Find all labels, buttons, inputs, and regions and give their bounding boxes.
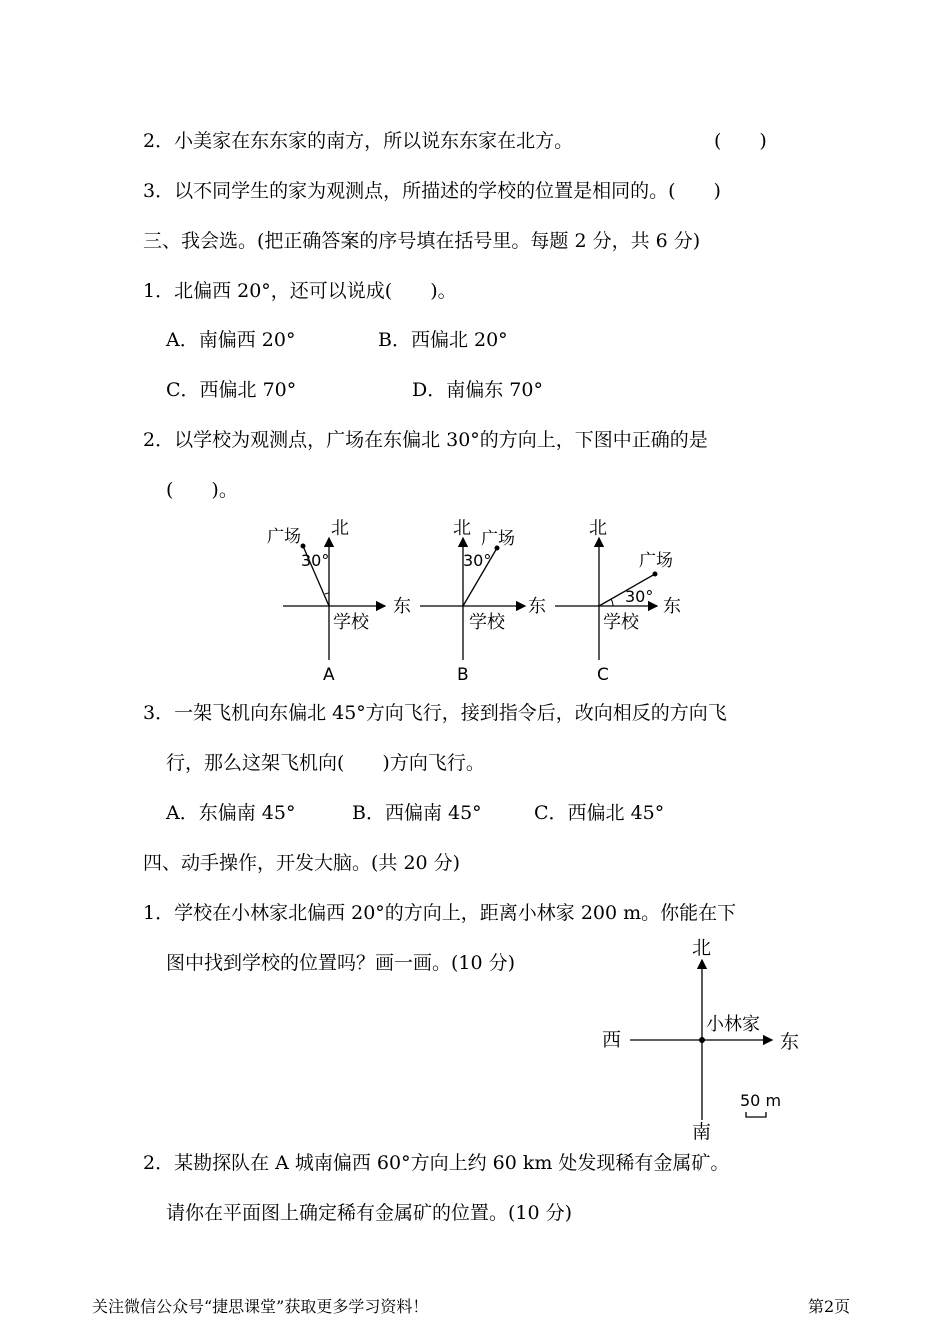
home-point [699,1037,705,1043]
diagram-label-c: C [597,665,609,685]
question-3-2-blank[interactable]: ( )。 [166,479,238,501]
home-label: 小林家 [706,1014,760,1035]
section-4-title: 四、动手操作，开发大脑。(共 20 分) [143,852,461,874]
scale-bar [746,1112,766,1117]
east-label: 东 [528,596,546,617]
option-a: A．东偏南 45° [166,802,296,824]
school-label: 学校 [603,612,639,633]
diagram-label-b: B [457,665,469,685]
west-label: 西 [602,1029,622,1051]
option-c: C．西偏北 45° [534,802,665,824]
option-b: B．西偏北 20° [378,329,508,351]
question-4-2-cont: 请你在平面图上确定稀有金属矿的位置。(10 分) [166,1202,573,1224]
north-label: 北 [692,937,712,959]
compass-diagram [596,930,816,1145]
plaza-label: 广场 [639,551,673,571]
diagram-label-a: A [323,665,335,685]
north-label: 北 [589,518,607,539]
east-label: 东 [780,1031,800,1053]
angle-label: 30° [625,587,654,606]
question-4-1-cont: 图中找到学校的位置吗？画一画。(10 分) [166,952,516,974]
question-3-1: 1．北偏西 20°，还可以说成( )。 [143,280,457,302]
diagram-a [267,518,411,685]
plaza-label: 广场 [267,527,301,547]
question-3-3: 3．一架飞机向东偏北 45°方向飞行，接到指令后，改向相反的方向飞 [143,702,727,724]
diagram-b [420,518,546,685]
section-3-title: 三、我会选。(把正确答案的序号填在括号里。每题 2 分，共 6 分) [143,230,701,252]
diagram-c [555,518,681,685]
angle-label: 30° [301,551,330,570]
angle-label: 30° [463,551,492,570]
option-c: C．西偏北 70° [166,379,297,401]
plaza-label: 广场 [481,529,515,549]
question-4-2: 2．某勘探队在 A 城南偏西 60°方向上约 60 km 处发现稀有金属矿。 [143,1152,730,1174]
school-label: 学校 [333,612,369,633]
answer-blank[interactable]: ( ) [714,130,767,152]
east-label: 东 [393,596,411,617]
question-2-2: 2．小美家在东东家的南方，所以说东东家在北方。 [143,130,574,152]
school-label: 学校 [469,612,505,633]
question-3-2: 2．以学校为观测点，广场在东偏北 30°的方向上，下图中正确的是 [143,429,708,451]
page-number: 第2页 [808,1297,851,1316]
north-label: 北 [453,518,471,539]
scale-label: 50 m [740,1091,782,1110]
question-4-1: 1．学校在小林家北偏西 20°的方向上，距离小林家 200 m。你能在下 [143,902,737,924]
question-2-3: 3．以不同学生的家为观测点，所描述的学校的位置是相同的。( ) [143,180,721,202]
east-label: 东 [663,596,681,617]
north-label: 北 [331,518,349,539]
option-a: A．南偏西 20° [166,329,296,351]
option-d: D．南偏东 70° [412,379,543,401]
direction-diagrams [255,510,695,685]
question-3-3-cont: 行，那么这架飞机向( )方向飞行。 [166,752,485,774]
footer-note: 关注微信公众号“捷思课堂”获取更多学习资料！ [92,1297,429,1316]
south-label: 南 [692,1121,712,1143]
option-b: B．西偏南 45° [352,802,482,824]
